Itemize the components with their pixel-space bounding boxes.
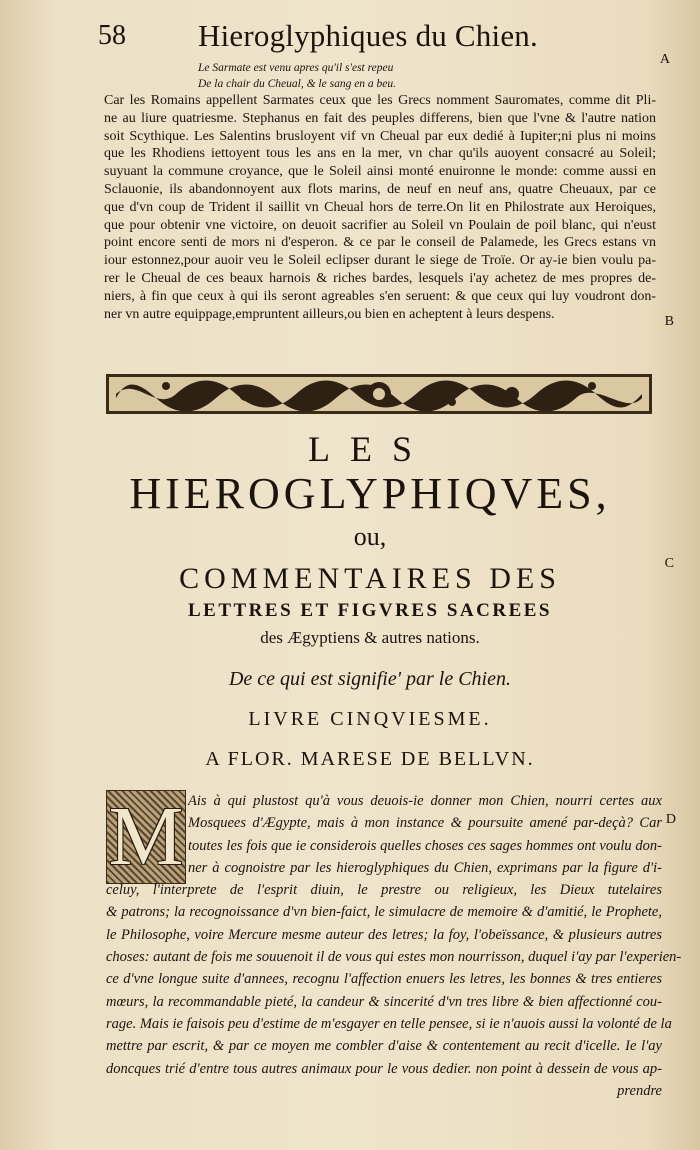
ornamental-headpiece	[106, 372, 652, 416]
text-line: Mosquees d'Ægypte, mais à mon instance & poursuite amené par-deçà? Car	[188, 815, 662, 832]
catchword: prendre	[617, 1082, 662, 1099]
dedication-heading: A FLOR. MARESE DE BELLVN.	[205, 748, 535, 770]
running-title: Hieroglyphiques du Chien.	[198, 18, 538, 53]
verse-quote	[198, 60, 458, 92]
body-line: point encore senti de mors ni d'esperon. & ce par le conseil de Palamede, les Grecs estans vn	[104, 235, 656, 251]
text-line: Ais à qui plustost qu'à vous deuois-ie donner mon Chien, nourri certes aux	[188, 793, 662, 809]
text-line: mœurs, la recommandable pieté, la candeur & sincerité d'vn tres libre & bien affectionné cou-	[106, 993, 662, 1010]
body-line: soit Scythique. Les Salentins brusloyent vif vn Cheual par eux dedié à Iupiter;ni plus ni moins	[104, 128, 656, 144]
text-line: doncques trié d'entre tous autres animaux pour le vous dedier. non point à dessein de vous ap-	[106, 1060, 662, 1077]
margin-letter-b: B	[664, 314, 674, 329]
body-paragraph	[104, 92, 656, 323]
page-header	[98, 18, 658, 58]
text-line: ner à cognoistre par les hieroglyphiques du Chien, exprimans par la figure d'i-	[188, 859, 662, 876]
body-line: que pour obtenir vne victoire, on deuoit sacrifier au Soleil vn Poulain de poil blanc, qui n'eust	[104, 217, 656, 233]
book-heading: LIVRE CINQVIESME.	[248, 708, 492, 730]
body-line: que d'vn coup de Trident il saillit vn Cheual hors de terre.On lit en Philostrate aux Heroiques,	[104, 199, 656, 215]
body-line: iour estonnez,pour auoir veu le Soleil eclipser durant le siege de Troïe. Or ay-ie bien voulu pa-	[104, 253, 656, 269]
title-ou: ou,	[353, 522, 387, 551]
body-line: suyuant la commune croyance, que le Soleil ainsi monté enuironne le monde: comme aussi en	[104, 164, 656, 180]
title-les: LES	[307, 429, 432, 469]
initial-letter: M	[108, 790, 184, 883]
subtitle-signifie: De ce qui est signifie' par le Chien.	[228, 668, 511, 690]
dedication-text	[106, 790, 682, 1102]
text-line: ce d'vne longue suite d'annees, recognu l'affection enuers les letres, les bonnes & tres entieres	[106, 971, 662, 988]
margin-letter-c: C	[664, 556, 674, 571]
page-number: 58	[98, 20, 126, 51]
text-line: choses: autant de fois me souuenoit il de vous qui estes mon nourrisson, duquel i'ay par l'experien-	[106, 949, 682, 966]
title-aegyptiens: des Ægyptiens & autres nations.	[260, 628, 480, 647]
body-line: rer le Cheual de ces beaux harnois & riches bardes, lesquels i'ay achetez de mes propres de-	[104, 270, 656, 286]
title-hieroglyphiques: HIEROGLYPHIQVES,	[129, 469, 611, 518]
verse-line: De la chair du Cheual, & le sang en a beu.	[198, 78, 397, 90]
text-line: toutes les fois que ie considerois quelles choses ces sages hommes ont voulu don-	[188, 837, 662, 854]
text-line: mettre par escrit, & par ce moyen me combler d'aise & contentement au recit d'icelle. Ie l'ay	[106, 1038, 662, 1055]
text-line: celuy, l'interprete de l'esprit diuin, le prestre ou religieux, les Dieux tutelaires	[106, 882, 662, 899]
body-line: que les Rhodiens iettoyent tous les ans en la mer, vn char qu'ils auoyent consacré au Soleil;	[104, 146, 656, 162]
body-line: niers, à fin que ceux à qui ils seront agreables s'en seruent: & que ceux qui luy voudront don-	[104, 288, 656, 304]
body-line: Car les Romains appellent Sarmates ceux que les Grecs nomment Sauromates, comme dit Pli-	[104, 93, 656, 108]
title-lettres: LETTRES ET FIGVRES SACREES	[187, 600, 552, 621]
margin-letter-a: A	[659, 52, 670, 67]
body-line: ne au liure quatriesme. Stephanus en fait des peuples differens, bien que l'vne & l'autre nation	[104, 110, 656, 126]
title-commentaires: COMMENTAIRES DES	[179, 562, 561, 595]
verse-line: Le Sarmate est venu apres qu'il s'est repeu	[198, 62, 394, 74]
text-line: rage. Mais ie faisois peu d'estime de m'esgayer en telle pensee, si ie n'auois aussi la volonté de la	[106, 1015, 672, 1032]
margin-letter-d: D	[665, 812, 676, 827]
text-line: le Philosophe, voire Mercure mesme auteur des letres; la foy, l'obeïssance, & plusieurs autres	[106, 926, 662, 943]
body-line: ner vn autre equippage,empruntent ailleurs,ou bien en acheptent à leurs despens.	[104, 306, 555, 322]
text-line: & patrons; la recognoissance d'vn bien-faict, le simulacre de memoire & d'amitié, le Prophete,	[106, 904, 662, 921]
body-line: Sclauonie, ils abandonnoyent aux flots marins, de neuf en neuf ans, quatre Cheuaux, par ce	[104, 181, 656, 197]
